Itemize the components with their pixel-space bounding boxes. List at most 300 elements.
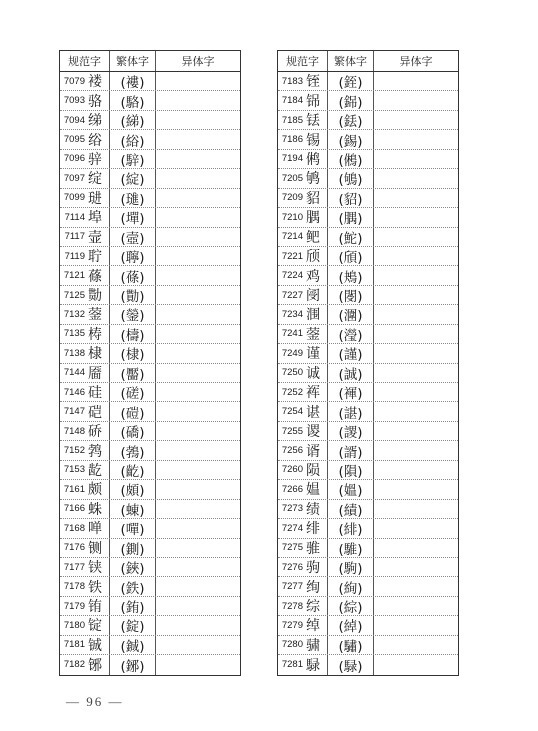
char-number: 7209 (281, 192, 303, 204)
standard-cell (278, 169, 328, 187)
standard-cell (278, 266, 328, 284)
standard-char: 蓧 (88, 268, 102, 285)
char-number: 7252 (281, 386, 303, 398)
variant-cell (374, 500, 458, 518)
table-row (60, 305, 240, 324)
traditional-cell (328, 597, 374, 615)
traditional-cell (110, 130, 156, 148)
char-number: 7099 (63, 192, 85, 204)
table-row (278, 247, 458, 266)
traditional-cell (328, 72, 374, 90)
standard-char: 骆 (88, 93, 102, 110)
char-number: 7266 (281, 483, 303, 495)
char-number: 7144 (63, 367, 85, 379)
traditional-char: (績) (338, 502, 363, 519)
traditional-cell (110, 305, 156, 323)
standard-cell (60, 111, 110, 129)
standard-char: 绤 (88, 132, 102, 149)
char-number: 7153 (63, 464, 85, 476)
table-row (60, 480, 240, 499)
standard-char: 鸺 (306, 151, 320, 168)
char-number: 7234 (281, 308, 303, 320)
traditional-char: (鍘) (120, 541, 145, 558)
standard-cell (278, 597, 328, 615)
standard-char: 褛 (88, 74, 102, 91)
standard-cell (278, 91, 328, 109)
left-table-body (60, 72, 240, 675)
traditional-char: (礄) (120, 425, 145, 442)
table-row (278, 480, 458, 499)
traditional-char: (騄) (338, 658, 363, 675)
variant-cell (374, 305, 458, 323)
standard-cell (60, 325, 110, 343)
variant-cell (156, 577, 240, 595)
traditional-char: (磋) (120, 386, 145, 403)
standard-char: 硚 (88, 424, 102, 441)
traditional-char: (錠) (120, 619, 145, 636)
char-number: 7125 (63, 289, 85, 301)
header-standard: 规范字 (60, 51, 110, 71)
variant-cell (156, 130, 240, 148)
traditional-char: (絢) (338, 580, 363, 597)
char-number: 7275 (281, 542, 303, 554)
table-row (60, 286, 240, 305)
variant-cell (156, 616, 240, 634)
table-row (278, 364, 458, 383)
standard-char: 聍 (88, 249, 102, 266)
traditional-cell (328, 539, 374, 557)
traditional-char: (誠) (338, 366, 363, 383)
char-number: 7185 (281, 114, 303, 126)
char-number: 7183 (281, 75, 303, 87)
char-number: 7119 (64, 250, 85, 262)
standard-cell (60, 636, 110, 654)
table-row (60, 208, 240, 227)
standard-char: 媪 (306, 482, 320, 499)
traditional-cell (328, 616, 374, 634)
traditional-char: (銱) (338, 94, 363, 111)
variant-cell (374, 383, 458, 401)
standard-char: 梼 (88, 326, 102, 343)
traditional-char: (鉄) (120, 580, 145, 597)
traditional-char: (騂) (120, 152, 145, 169)
table-row (278, 383, 458, 402)
char-number: 7182 (63, 659, 85, 671)
traditional-char: (駒) (338, 561, 363, 578)
table-row (60, 616, 240, 635)
traditional-cell (110, 539, 156, 557)
standard-char: 绨 (88, 113, 102, 130)
traditional-char: (磑) (120, 405, 145, 422)
traditional-char: (銩) (338, 114, 363, 131)
standard-cell (278, 480, 328, 498)
table-row (60, 577, 240, 596)
traditional-cell (328, 150, 374, 168)
traditional-char: (隕) (338, 463, 363, 480)
standard-cell (278, 402, 328, 420)
char-number: 7178 (63, 581, 85, 593)
standard-char: 绩 (306, 501, 320, 518)
standard-char: 铥 (306, 113, 320, 130)
char-number: 7221 (281, 250, 303, 262)
standard-char: 棣 (88, 346, 102, 363)
char-number: 7210 (281, 211, 303, 223)
traditional-cell (328, 189, 374, 207)
table-row (60, 383, 240, 402)
char-number: 7281 (281, 659, 303, 671)
traditional-char: (聹) (120, 250, 145, 267)
table-row (60, 169, 240, 188)
char-number: 7280 (281, 639, 303, 651)
table-row (60, 402, 240, 421)
traditional-char: (閿) (338, 289, 363, 306)
traditional-cell (110, 150, 156, 168)
traditional-cell (328, 422, 374, 440)
standard-cell (278, 636, 328, 654)
standard-cell (278, 111, 328, 129)
standard-char: 锡 (306, 132, 320, 149)
standard-cell (60, 558, 110, 576)
standard-char: 综 (306, 599, 320, 616)
traditional-cell (110, 519, 156, 537)
standard-char: 骓 (306, 540, 320, 557)
traditional-char: (鋮) (120, 638, 145, 655)
char-number: 7177 (63, 561, 85, 573)
standard-cell (278, 130, 328, 148)
table-row (278, 286, 458, 305)
variant-cell (156, 402, 240, 420)
traditional-cell (328, 577, 374, 595)
table-row (60, 189, 240, 208)
traditional-cell (110, 441, 156, 459)
variant-cell (156, 558, 240, 576)
traditional-cell (328, 441, 374, 459)
char-number: 7274 (281, 522, 303, 534)
char-number: 7093 (63, 95, 85, 107)
traditional-char: (瀅) (338, 327, 363, 344)
traditional-cell (110, 616, 156, 634)
variant-cell (374, 422, 458, 440)
traditional-cell (328, 169, 374, 187)
traditional-char: (鋣) (120, 658, 145, 675)
traditional-cell (328, 266, 374, 284)
traditional-char: (檮) (120, 327, 145, 344)
variant-cell (156, 228, 240, 246)
standard-cell (278, 72, 328, 90)
traditional-char: (鵂) (338, 152, 363, 169)
standard-char: 龁 (88, 462, 102, 479)
traditional-char: (齕) (120, 463, 145, 480)
traditional-cell (328, 461, 374, 479)
variant-cell (374, 539, 458, 557)
variant-cell (374, 208, 458, 226)
standard-cell (60, 655, 110, 674)
standard-cell (60, 266, 110, 284)
char-number: 7224 (281, 270, 303, 282)
table-row (60, 150, 240, 169)
standard-cell (278, 325, 328, 343)
table-row (278, 597, 458, 616)
traditional-cell (110, 558, 156, 576)
table-row (60, 247, 240, 266)
char-number: 7132 (63, 308, 85, 320)
traditional-char: (騅) (338, 541, 363, 558)
traditional-cell (110, 111, 156, 129)
standard-char: 铚 (306, 74, 320, 91)
standard-char: 蛛 (88, 501, 102, 518)
standard-char: 勚 (88, 288, 102, 305)
table-row (278, 461, 458, 480)
variant-cell (156, 91, 240, 109)
char-number: 7117 (64, 231, 85, 243)
standard-char: 靥 (88, 365, 102, 382)
variant-cell (374, 130, 458, 148)
traditional-char: (蝀) (120, 502, 145, 519)
table-row (60, 519, 240, 538)
traditional-char: (棣) (120, 347, 145, 364)
standard-char: 铞 (306, 93, 320, 110)
standard-char: 鸡 (306, 268, 320, 285)
standard-char: 谨 (306, 346, 320, 363)
char-number: 7179 (63, 600, 85, 612)
traditional-cell (110, 364, 156, 382)
variant-cell (374, 519, 458, 537)
table-row (60, 130, 240, 149)
standard-char: 铘 (88, 657, 102, 674)
table-row (60, 441, 240, 460)
table-row (60, 111, 240, 130)
table-row (60, 636, 240, 655)
standard-cell (60, 208, 110, 226)
traditional-cell (328, 636, 374, 654)
char-number: 7254 (281, 406, 303, 418)
traditional-cell (328, 519, 374, 537)
traditional-char: (綽) (338, 619, 363, 636)
table-row (60, 461, 240, 480)
char-number: 7096 (63, 153, 85, 165)
table-row (60, 500, 240, 519)
char-number: 7079 (63, 75, 85, 87)
table-row (278, 422, 458, 441)
traditional-cell (328, 655, 374, 674)
traditional-cell (110, 169, 156, 187)
variant-cell (374, 441, 458, 459)
standard-char: 绚 (306, 579, 320, 596)
traditional-cell (328, 111, 374, 129)
traditional-cell (110, 247, 156, 265)
standard-cell (278, 500, 328, 518)
char-number: 7166 (63, 503, 85, 515)
standard-cell (60, 305, 110, 323)
char-number: 7095 (63, 134, 85, 146)
standard-cell (60, 500, 110, 518)
standard-cell (60, 130, 110, 148)
traditional-char: (鵓) (120, 444, 145, 461)
traditional-cell (110, 266, 156, 284)
variant-cell (156, 150, 240, 168)
char-number: 7241 (281, 328, 303, 340)
variant-cell (156, 383, 240, 401)
standard-char: 鲃 (306, 229, 320, 246)
standard-cell (60, 441, 110, 459)
standard-cell (278, 422, 328, 440)
variant-cell (156, 500, 240, 518)
standard-char: 铁 (88, 579, 102, 596)
table-header (60, 51, 240, 72)
table-row (278, 91, 458, 110)
traditional-cell (110, 402, 156, 420)
traditional-cell (110, 325, 156, 343)
variant-cell (374, 616, 458, 634)
standard-char: 颇 (88, 482, 102, 499)
standard-char: 埠 (88, 210, 102, 227)
table-row (278, 500, 458, 519)
table-row (60, 266, 240, 285)
traditional-cell (328, 402, 374, 420)
char-number: 7278 (281, 600, 303, 612)
variant-cell (374, 189, 458, 207)
page-number: — 96 — (66, 694, 124, 709)
traditional-cell (110, 597, 156, 615)
standard-char: 陨 (306, 462, 320, 479)
traditional-char: (腢) (338, 211, 363, 228)
standard-char: 驹 (306, 560, 320, 577)
traditional-char: (墠) (120, 211, 145, 228)
standard-cell (60, 247, 110, 265)
char-number: 7121 (63, 270, 85, 282)
header-traditional: 繁体字 (110, 51, 156, 71)
variant-cell (374, 150, 458, 168)
char-number: 7097 (63, 172, 85, 184)
variant-cell (156, 539, 240, 557)
standard-cell (60, 344, 110, 362)
traditional-char: (鮀) (338, 230, 363, 247)
char-number: 7168 (63, 522, 85, 534)
standard-char: 诚 (306, 365, 320, 382)
variant-cell (156, 422, 240, 440)
traditional-cell (328, 383, 374, 401)
variant-cell (156, 305, 240, 323)
traditional-cell (110, 189, 156, 207)
table-row (278, 441, 458, 460)
traditional-char: (諶) (338, 405, 363, 422)
table-header (278, 51, 458, 72)
standard-cell (278, 577, 328, 595)
table-row (278, 616, 458, 635)
traditional-char: (銪) (120, 600, 145, 617)
traditional-cell (328, 305, 374, 323)
traditional-cell (110, 422, 156, 440)
standard-char: 硅 (88, 385, 102, 402)
traditional-char: (蓧) (120, 269, 145, 286)
traditional-char: (綜) (338, 600, 363, 617)
char-number: 7273 (281, 503, 303, 515)
traditional-cell (110, 208, 156, 226)
variant-cell (374, 266, 458, 284)
variant-cell (374, 655, 458, 674)
standard-char: 锭 (88, 618, 102, 635)
traditional-char: (綈) (120, 114, 145, 131)
char-number: 7260 (281, 464, 303, 476)
table-row (278, 130, 458, 149)
standard-char: 骍 (88, 151, 102, 168)
traditional-char: (頎) (338, 250, 363, 267)
traditional-char: (驌) (338, 638, 363, 655)
traditional-char: (璡) (120, 191, 145, 208)
char-number: 7152 (63, 445, 85, 457)
char-number: 7161 (63, 483, 85, 495)
standard-cell (278, 228, 328, 246)
char-number: 7214 (281, 231, 303, 243)
standard-char: 鹁 (88, 443, 102, 460)
standard-char: 涠 (306, 307, 320, 324)
standard-char: 腢 (306, 210, 320, 227)
variant-cell (156, 344, 240, 362)
standard-cell (278, 247, 328, 265)
traditional-char: (壼) (120, 230, 145, 247)
standard-cell (278, 286, 328, 304)
variant-cell (374, 480, 458, 498)
variant-cell (156, 169, 240, 187)
traditional-cell (328, 228, 374, 246)
traditional-char: (勩) (120, 289, 145, 306)
variant-cell (156, 325, 240, 343)
variant-cell (374, 325, 458, 343)
standard-cell (278, 461, 328, 479)
traditional-char: (緋) (338, 522, 363, 539)
table-row (278, 228, 458, 247)
char-number: 7255 (281, 425, 303, 437)
char-number: 7148 (63, 425, 85, 437)
variant-cell (374, 402, 458, 420)
standard-cell (60, 616, 110, 634)
standard-cell (60, 577, 110, 595)
char-number: 7279 (281, 619, 303, 631)
standard-cell (278, 558, 328, 576)
standard-cell (60, 72, 110, 90)
table-row (278, 150, 458, 169)
traditional-cell (328, 344, 374, 362)
standard-cell (60, 169, 110, 187)
standard-char: 铡 (88, 540, 102, 557)
standard-char: 蓥 (88, 307, 102, 324)
traditional-cell (110, 500, 156, 518)
traditional-cell (328, 364, 374, 382)
variant-cell (156, 519, 240, 537)
standard-char: 铖 (88, 637, 102, 654)
variant-cell (374, 558, 458, 576)
standard-cell (278, 150, 328, 168)
traditional-cell (110, 655, 156, 674)
standard-cell (60, 422, 110, 440)
standard-char: 谌 (306, 404, 320, 421)
standard-char: 壸 (88, 229, 102, 246)
char-number: 7135 (63, 328, 85, 340)
table-row (278, 539, 458, 558)
standard-cell (278, 189, 328, 207)
table-row (278, 72, 458, 91)
traditional-char: (鎣) (120, 308, 145, 325)
standard-char: 琎 (88, 190, 102, 207)
traditional-cell (110, 383, 156, 401)
standard-cell (60, 286, 110, 304)
traditional-char: (媼) (338, 483, 363, 500)
table-row (60, 364, 240, 383)
standard-char: 绰 (306, 618, 320, 635)
traditional-char: (頗) (120, 483, 145, 500)
traditional-cell (328, 286, 374, 304)
variant-cell (374, 91, 458, 109)
